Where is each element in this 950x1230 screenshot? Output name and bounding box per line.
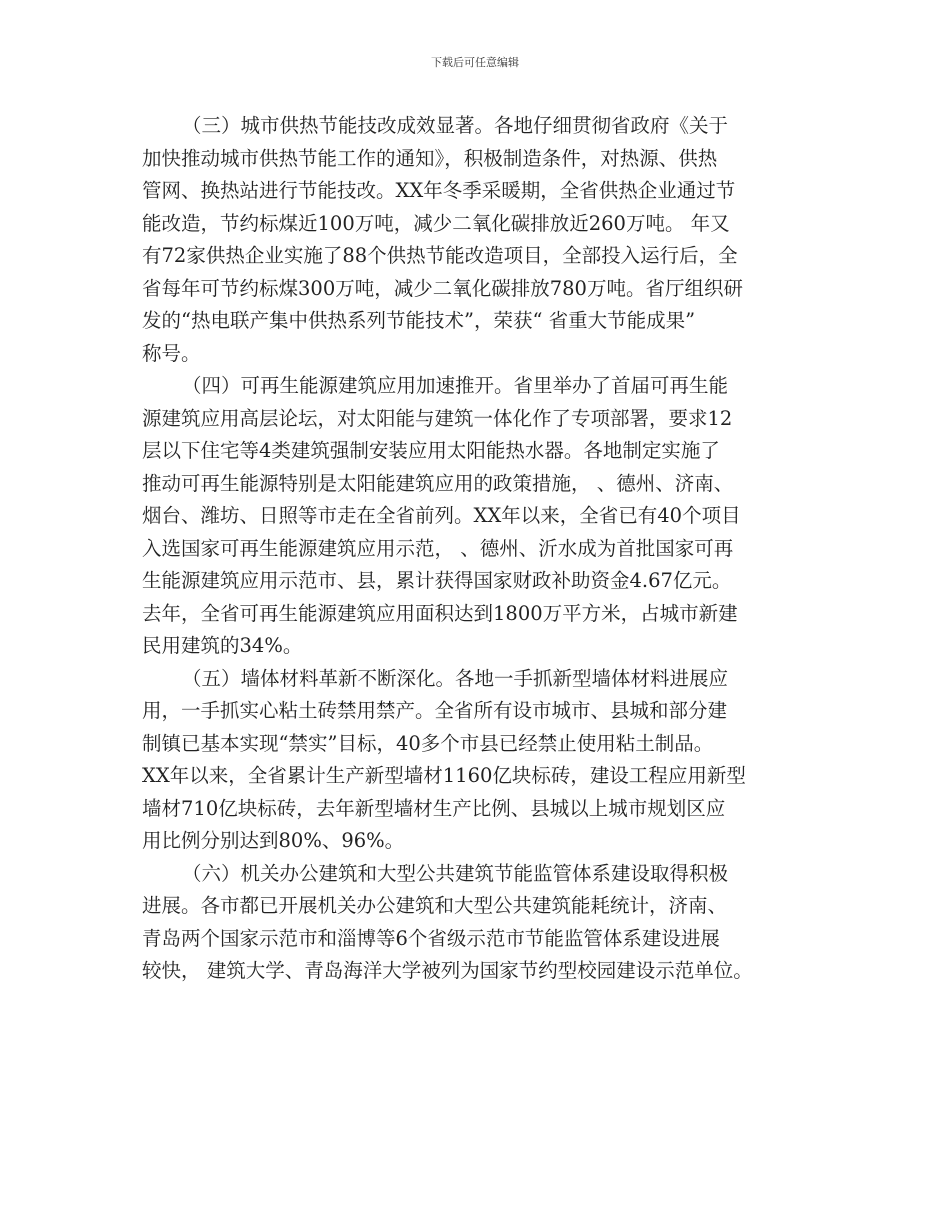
paragraph-wall-materials [142, 663, 822, 858]
text-line: 能改造，节约标煤近100万吨，减少二氧化碳排放近260万吨。 年又 [142, 211, 730, 235]
text-line: 用，一手抓实心粘土砖禁用禁产。全省所有设市城市、县城和部分建 [142, 699, 728, 722]
text-line: 加快推动城市供热节能工作的通知》，积极制造条件，对热源、供热 [142, 146, 718, 170]
paragraph-heating-retrofit [142, 110, 822, 370]
text-line: 烟台、潍坊、日照等市走在全省前列。XX年以来，全省已有40个项目 [142, 504, 741, 527]
paragraph-renewable-energy [142, 370, 822, 663]
text-line: 民用建筑的34%。 [142, 634, 303, 657]
text-line: XX年以来，全省累计生产新型墙材1160亿块标砖，建设工程应用新型 [142, 764, 746, 787]
text-line: （三）城市供热节能技改成效显著。各地仔细贯彻省政府《关于 [182, 114, 729, 137]
text-line: 用比例分别达到80%、96%。 [142, 829, 405, 852]
text-line: 墙材710亿块标砖，去年新型墙材生产比例、县城以上城市规划区应 [142, 796, 726, 820]
text-line: 管网、换热站进行节能技改。XX年冬季采暖期，全省供热企业通过节 [142, 179, 736, 202]
text-line: （四）可再生能源建筑应用加速推开。省里举办了首届可再生能 [182, 374, 729, 397]
paragraph-public-buildings [142, 858, 822, 988]
text-line: 发的“热电联产集中供热系列节能技术”，荣获“ 省重大节能成果” [142, 309, 696, 332]
text-line: 制镇已基本实现“禁实”目标，40多个市县已经禁止使用粘土制品。 [142, 731, 714, 755]
text-line: 称号。 [142, 341, 201, 365]
text-line: （五）墙体材料革新不断深化。各地一手抓新型墙体材料进展应 [182, 666, 729, 690]
text-line: 进展。各市都已开展机关办公建筑和大型公共建筑能耗统计，济南、 [142, 894, 728, 917]
text-line: 较快， 建筑大学、青岛海洋大学被列为国家节约型校园建设示范单位。 [142, 959, 753, 982]
text-line: 入选国家可再生能源建筑应用示范， 、德州、沂水成为首批国家可再 [142, 536, 734, 560]
text-line: 源建筑应用高层论坛，对太阳能与建筑一体化作了专项部署，要求12 [142, 406, 733, 430]
text-line: 有72家供热企业实施了88个供热节能改造项目，全部投入运行后，全 [142, 244, 738, 267]
page-header: 下载后可任意编辑 [431, 56, 519, 69]
text-line: 推动可再生能源特别是太阳能建筑应用的政策措施， 、德州、济南、 [142, 471, 734, 495]
document-body [142, 110, 822, 988]
text-line: 生能源建筑应用示范市、县，累计获得国家财政补助资金4.67亿元。 [142, 569, 732, 592]
text-line: 层以下住宅等4类建筑强制安装应用太阳能热水器。各地制定实施了 [142, 439, 720, 462]
text-line: （六）机关办公建筑和大型公共建筑节能监管体系建设取得积极 [182, 861, 729, 885]
text-line: 省每年可节约标煤300万吨，减少二氧化碳排放780万吨。省厅组织研 [142, 276, 743, 300]
text-line: 青岛两个国家示范市和淄博等6个省级示范市节能监管体系建设进展 [142, 926, 720, 950]
text-line: 去年，全省可再生能源建筑应用面积达到1800万平方米，占城市新建 [142, 601, 738, 625]
